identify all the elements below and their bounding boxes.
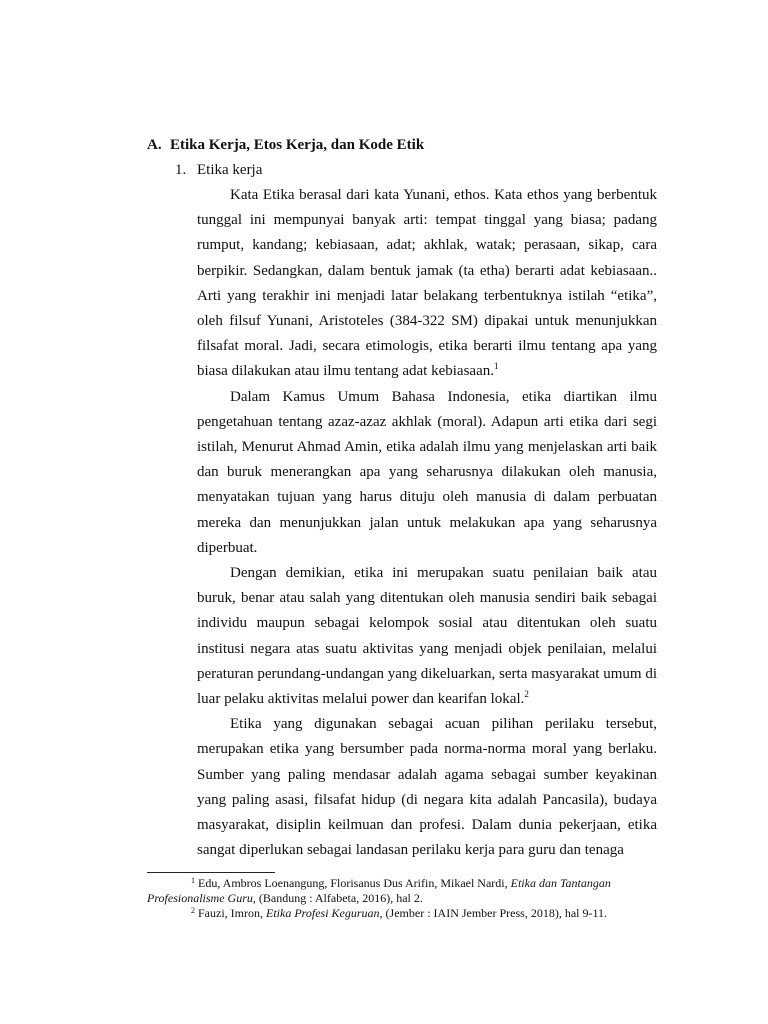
paragraph-text: Etika yang digunakan sebagai acuan pilihan perilaku tersebut, merupakan etika yang bersumber pada norma-norma moral yang berlaku. Sumber yang paling mendasar adalah agama sebagai sumber keyakinan yang paling asasi, filsafat hidup (di negara kita adalah Pancasila), budaya masyarakat, disiplin keilmuan dan profesi. Dalam dunia pekerjaan, etika sangat diperlukan sebagai landasan perilaku kerja para guru dan tenaga (197, 716, 657, 859)
paragraph (197, 385, 657, 561)
body-text (197, 183, 657, 863)
footnote-title: Etika Profesi Keguruan (266, 906, 380, 920)
paragraph-text: Dengan demikian, etika ini merupakan suatu penilaian baik atau buruk, benar atau salah yang ditentukan oleh manusia sendiri baik sebagai individu maupun sebagai kelompok sosial atau ditentukan oleh suatu institusi negara atas suatu aktivitas yang menjadi objek penilaian, melalui peraturan perundang-undangan yang dikeluarkan, serta masyarakat umum di luar pelaku aktivitas melalui power dan kearifan lokal. (197, 565, 657, 708)
footnote-title: Etika dan Tantangan Profesionalisme Guru (147, 876, 611, 905)
footnote-number: 1 (191, 876, 195, 885)
footnote-ref: 2 (524, 689, 529, 700)
footnote-text: , (Bandung : Alfabeta, 2016), hal 2. (252, 891, 423, 905)
footnote-text: Edu, Ambros Loenangung, Florisanus Dus Arifin, Mikael Nardi, (195, 876, 511, 890)
subsection-heading-text: Etika kerja (197, 162, 263, 178)
paragraph-text: Kata Etika berasal dari kata Yunani, ethos. Kata ethos yang berbentuk tunggal ini mempunyai banyak arti: tempat tinggal yang biasa; padang rumput, kandang; kebiasaan, adat; akhlak, watak; perasaan, sikap, cara berpikir. Sedangkan, dalam bentuk jamak (ta etha) berarti adat kebiasaan.. Arti yang terakhir ini menjadi latar belakang terbentuknya istilah “etika”, oleh filsuf Yunani, Aristoteles (384-322 SM) dipakai untuk menunjukkan filsafat moral. Jadi, secara etimologis, etika berarti ilmu tentang apa yang biasa dilakukan atau ilmu tentang adat kebiasaan. (197, 187, 657, 380)
footnote-ref: 1 (493, 361, 499, 372)
footnote (147, 876, 657, 906)
subsection-heading (175, 162, 262, 179)
footnote-separator (147, 872, 275, 873)
footnotes (147, 876, 657, 921)
footnote (147, 906, 657, 921)
section-heading-number: A. (147, 137, 162, 153)
paragraph (197, 712, 657, 863)
section-heading-text: Etika Kerja, Etos Kerja, dan Kode Etik (170, 137, 425, 153)
footnote-text: Fauzi, Imron, (195, 906, 266, 920)
paragraph-text: Dalam Kamus Umum Bahasa Indonesia, etika diartikan ilmu pengetahuan tentang azaz-azaz akhlak (moral). Adapun arti etika dari segi istilah, Menurut Ahmad Amin, etika adalah ilmu yang menjelaskan arti baik dan buruk menerangkan apa yang seharusnya dilakukan oleh manusia, menyatakan tujuan yang harus dituju oleh manusia di dalam perbuatan mereka dan menunjukkan jalan untuk melakukan apa yang seharusnya diperbuat. (197, 388, 657, 556)
footnote-text: , (Jember : IAIN Jember Press, 2018), hal 9-11. (379, 906, 608, 920)
subsection-heading-number: 1. (175, 162, 187, 178)
paragraph (197, 561, 657, 712)
section-heading (147, 137, 424, 154)
footnote-number: 2 (191, 906, 195, 915)
paragraph (197, 183, 657, 385)
